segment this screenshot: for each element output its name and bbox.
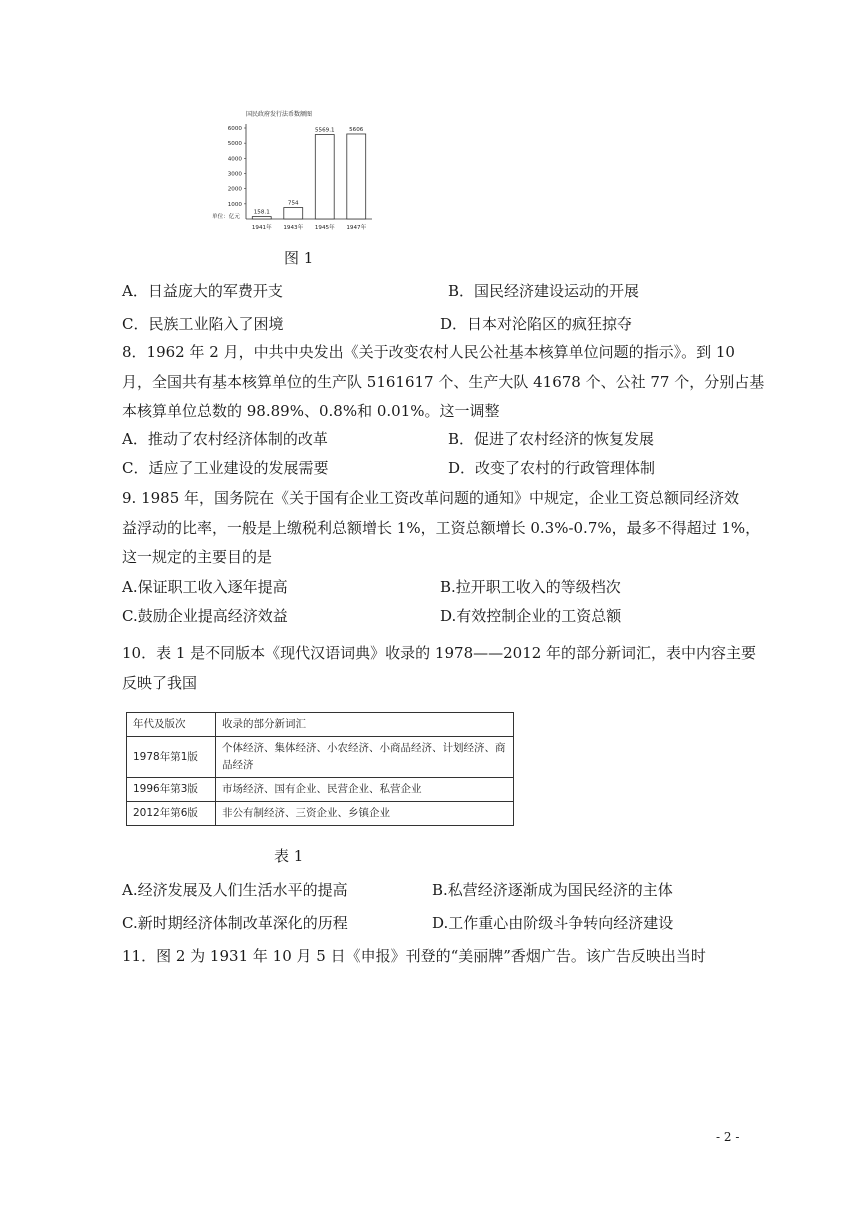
q8-option-c: C．适应了工业建设的发展需要 (122, 459, 329, 477)
q9-stem-line-1: 9. 1985 年，国务院在《关于国有企业工资改革问题的通知》中规定，企业工资总额同经济效 (122, 489, 740, 507)
bar-data-label: 158.1 (253, 209, 270, 216)
table-row (127, 778, 514, 802)
table-cell-edition: 1978年第1版 (127, 737, 216, 778)
x-tick-label: 1941年 (251, 225, 272, 231)
bar-data-label: 5606 (349, 126, 364, 133)
y-tick-label: 6000 (227, 126, 242, 132)
figure-1-chart (212, 108, 380, 240)
table-1-caption: 表 1 (274, 847, 304, 865)
q7-option-c: C．民族工业陷入了困境 (122, 315, 284, 333)
unit-label: 单位：亿元 (212, 214, 240, 220)
y-tick-label: 2000 (227, 186, 242, 193)
bar (284, 208, 303, 219)
table-row (127, 802, 514, 826)
q8-option-a: A．推动了农村经济体制的改革 (122, 430, 328, 448)
bar (252, 217, 271, 219)
table-cell-words: 市场经济、国有企业、民营企业、私营企业 (216, 778, 514, 802)
y-tick-label: 5000 (227, 141, 242, 148)
q9-option-d: D.有效控制企业的工资总额 (440, 607, 622, 625)
y-ticks (228, 126, 246, 208)
q8-stem-line-1: 8．1962 年 2 月，中共中央发出《关于改变农村人民公社基本核算单位问题的指示》。到 10 (122, 343, 735, 361)
x-tick-label: 1945年 (314, 225, 335, 231)
q9-option-a: A.保证职工收入逐年提高 (122, 578, 288, 596)
q10-option-b: B.私营经济逐渐成为国民经济的主体 (432, 881, 673, 899)
q10-stem-line-2: 反映了我国 (122, 674, 198, 692)
bar (347, 134, 366, 219)
figure-1-caption: 图 1 (284, 249, 314, 267)
q8-stem-line-2: 月，全国共有基本核算单位的生产队 5161617 个、生产大队 41678 个、公社 77 个，分别占基 (122, 373, 765, 391)
table-cell-words: 个体经济、集体经济、小农经济、小商品经济、计划经济、商品经济 (216, 737, 514, 778)
bar (315, 135, 334, 219)
y-tick-label: 3000 (227, 171, 242, 178)
y-tick-label: 4000 (227, 156, 242, 163)
q7-option-d: D．日本对沦陷区的疯狂掠夺 (440, 315, 633, 333)
q9-stem-line-3: 这一规定的主要目的是 (122, 548, 273, 566)
q10-stem-line-1: 10．表 1 是不同版本《现代汉语词典》收录的 1978——2012 年的部分新词汇，表中内容主要 (122, 644, 757, 662)
x-tick-label: 1943年 (283, 225, 304, 231)
table-cell-edition: 2012年第6版 (127, 802, 216, 826)
q8-option-b: B．促进了农村经济的恢复发展 (448, 430, 655, 448)
q10-option-c: C.新时期经济体制改革深化的历程 (122, 914, 348, 932)
q10-option-a: A.经济发展及人们生活水平的提高 (122, 881, 348, 899)
chart-title: 国民政府发行法币数额图 (246, 111, 313, 118)
table-cell-edition: 1996年第3版 (127, 778, 216, 802)
q9-option-c: C.鼓励企业提高经济效益 (122, 607, 288, 625)
table-cell-words: 非公有制经济、三资企业、乡镇企业 (216, 802, 514, 826)
table-1 (126, 712, 514, 826)
table-header-row (127, 713, 514, 737)
q8-option-d: D．改变了农村的行政管理体制 (448, 459, 656, 477)
page-number: - 2 - (716, 1130, 740, 1144)
q7-option-b: B．国民经济建设运动的开展 (448, 282, 640, 300)
table-header-cell: 收录的部分新词汇 (216, 713, 514, 737)
q11-stem-line-1: 11．图 2 为 1931 年 10 月 5 日《申报》刊登的“美丽牌”香烟广告。该广告反映出当时 (122, 947, 706, 965)
q7-option-a: A．日益庞大的军费开支 (122, 282, 283, 300)
q10-option-d: D.工作重心由阶级斗争转向经济建设 (432, 914, 674, 932)
y-tick-label: 1000 (227, 201, 242, 208)
bar-chart-svg (212, 108, 380, 240)
q9-stem-line-2: 益浮动的比率，一般是上缴税利总额增长 1%，工资总额增长 0.3%-0.7%，最多不得超过 1%， (122, 519, 761, 537)
q9-option-b: B.拉开职工收入的等级档次 (440, 578, 621, 596)
table-row (127, 737, 514, 778)
bar-data-label: 754 (287, 200, 299, 207)
x-tick-label: 1947年 (346, 225, 367, 231)
q8-stem-line-3: 本核算单位总数的 98.89%、0.8%和 0.01%。这一调整 (122, 402, 500, 420)
bar-data-label: 5569.1 (314, 127, 335, 134)
bars (252, 127, 367, 231)
table-header-cell: 年代及版次 (127, 713, 216, 737)
